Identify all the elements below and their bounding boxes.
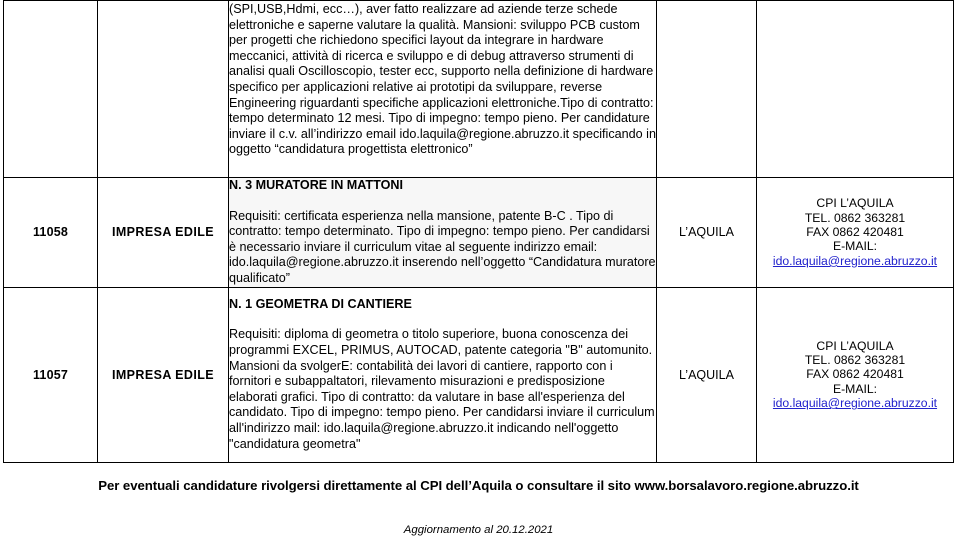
contact-office: CPI L’AQUILA [816,196,894,211]
cell-vacancy-id: 11057 [4,287,98,462]
contact-email-label: E-MAIL: [832,239,878,254]
job-description-text: Requisiti: certificata esperienza nella mansione, patente B-C . Tipo di contratto: tempo determinato. Tipo di impegno: tempo pieno. Per candidarsi è necessario inviare il curriculum vitae al seguente indirizzo email: ido.laquila@regione.abruzzo.it inserendo nell’oggetto “Candidatura muratore qualificato” [229,208,656,285]
cell-location: L’AQUILA [657,287,757,462]
cell-vacancy-id [4,1,98,178]
contact-telephone: TEL. 0862 363281 [804,210,906,225]
contact-office: CPI L’AQUILA [816,338,894,353]
cell-company-name: IMPRESA EDILE [98,287,229,462]
spacer [229,194,656,209]
cell-contact [757,178,954,288]
cell-location: L’AQUILA [657,178,757,288]
contact-fax: FAX 0862 420481 [806,367,904,382]
cell-contact [757,287,954,462]
cell-job-description [229,287,657,462]
table-body [4,1,954,463]
contact-email-link[interactable]: ido.laquila@regione.abruzzo.it [772,253,938,268]
contact-email-label: E-MAIL: [832,381,878,396]
spacer [229,312,656,327]
contact-fax: FAX 0862 420481 [806,225,904,240]
contact-telephone: TEL. 0862 363281 [804,352,906,367]
table-row [4,1,954,178]
footer-application-note: Per eventuali candidature rivolgersi direttamente al CPI dell’Aquila o consultare il sito www.borsalavoro.regione.abruzzo.it [98,478,859,493]
cell-vacancy-id: 11058 [4,178,98,288]
job-title: N. 3 MURATORE IN MATTONI [229,178,403,192]
job-vacancy-table [3,0,954,463]
cell-location [657,1,757,178]
cell-job-description [229,1,657,178]
contact-email-link[interactable]: ido.laquila@regione.abruzzo.it [772,396,938,411]
table-row [4,287,954,462]
footer-update-date: Aggiornamento al 20.12.2021 [403,524,554,536]
job-description-text: (SPI,USB,Hdmi, ecc…), aver fatto realizzare ad aziende terze schede elettroniche e saperne valutare la qualità. Mansioni: sviluppo PCB custom per progetti che richiedono specifici layout da integrare in hardware meccanici, attività di ricerca e sviluppo e di debug attraverso strumenti di analisi quali Oscilloscopio, tester ecc, supporto nella definizione di hardware specifico per applicazioni relative ai prototipi da sviluppare, reverse Engineering riguardanti specifiche applicazioni elettroniche.Tipo di contratto: tempo determinato 12 mesi. Tipo di impegno: tempo pieno. Per candidature inviare il c.v. all’indirizzo email ido.laquila@regione.abruzzo.it specificando in oggetto “candidatura progettista elettronico” [229,2,656,157]
table-row [4,178,954,288]
cell-company-name [98,1,229,178]
cell-company-name: IMPRESA EDILE [98,178,229,288]
job-description-text: Requisiti: diploma di geometra o titolo superiore, buona conoscenza dei programmi EXCEL, PRIMUS, AUTOCAD, patente categoria "B" automunito. Mansioni da svolgerE: contabilità dei lavori di cantiere, rapporto con i fornitori e subappaltatori, rilevamento misurazioni e predisposizione elaborati grafici. Tipo di contratto: da valutare in base all'esperienza del candidato. Tipo di impegno: tempo pieno. Per candidarsi inviare il curriculum all'indirizzo mail: ido.laquila@regione.abruzzo.it indicando nell'oggetto "candidatura geometra" [229,327,655,451]
cell-job-description [229,178,657,288]
cell-contact [757,1,954,178]
job-title: N. 1 GEOMETRA DI CANTIERE [229,296,412,311]
